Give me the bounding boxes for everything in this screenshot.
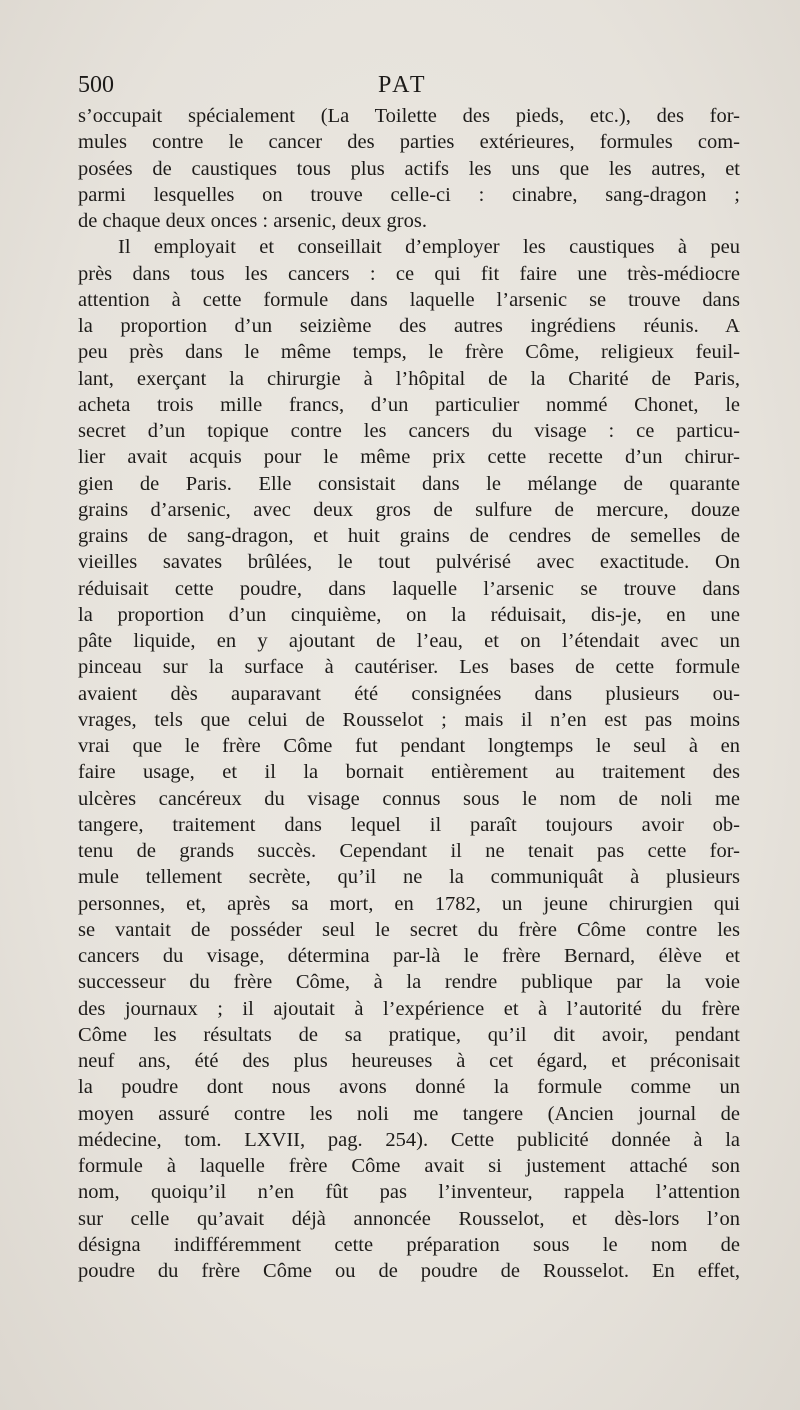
text-line: grains de sang-dragon, et huit grains de cendres de semelles de xyxy=(78,525,740,547)
text-line: sur celle qu’avait déjà annoncée Rousselot, et dès-lors l’on xyxy=(78,1207,740,1230)
text-line: vieilles savates brûlées, le tout pulvérisé avec exactitude. On xyxy=(78,551,740,574)
text-line: avaient dès auparavant été consignées dans plusieurs ou- xyxy=(78,682,740,705)
text-line: de chaque deux onces : arsenic, deux gros. xyxy=(78,210,427,232)
text-line: gien de Paris. Elle consistait dans le mélange de quarante xyxy=(78,472,740,495)
text-line: Il employait et conseillait d’employer les caustiques à peu xyxy=(118,236,740,259)
text-line: faire usage, et il la bornait entièrement au traitement des xyxy=(78,761,740,784)
text-line: près dans tous les cancers : ce qui fit faire une très-médiocre xyxy=(78,262,740,285)
text-line: réduisait cette poudre, dans laquelle l’arsenic se trouve dans xyxy=(78,577,740,600)
text-line: peu près dans le même temps, le frère Côme, religieux feuil- xyxy=(78,341,740,364)
text-line: Côme les résultats de sa pratique, qu’il dit avoir, pendant xyxy=(78,1023,740,1046)
text-line: attention à cette formule dans laquelle l’arsenic se trouve dans xyxy=(78,288,740,311)
body-text xyxy=(78,103,740,1284)
text-line: la poudre dont nous avons donné la formule comme un xyxy=(78,1076,740,1099)
text-line: poudre du frère Côme ou de poudre de Rousselot. En effet, xyxy=(78,1260,740,1282)
text-line: nom, quoiqu’il n’en fût pas l’inventeur, rappela l’attention xyxy=(78,1181,740,1204)
text-line: tangere, traitement dans lequel il paraît toujours avoir ob- xyxy=(78,813,740,836)
text-line: pinceau sur la surface à cautériser. Les bases de cette formule xyxy=(78,656,740,679)
text-line: personnes, et, après sa mort, en 1782, un jeune chirurgien qui xyxy=(78,892,740,915)
text-line: des journaux ; il ajoutait à l’expérience et à l’autorité du frère xyxy=(78,997,740,1020)
text-line: vrai que le frère Côme fut pendant longtemps le seul à en xyxy=(78,735,740,757)
text-line: se vantait de posséder seul le secret du frère Côme contre les xyxy=(78,918,740,941)
text-line: moyen assuré contre les noli me tangere (Ancien journal de xyxy=(78,1102,740,1125)
text-line: ulcères cancéreux du visage connus sous le nom de noli me xyxy=(78,787,740,810)
running-head: PAT xyxy=(378,72,428,98)
text-line: désigna indifféremment cette préparation sous le nom de xyxy=(78,1233,740,1256)
text-line: parmi lesquelles on trouve celle-ci : cinabre, sang-dragon ; xyxy=(78,183,740,206)
text-line: lant, exerçant la chirurgie à l’hôpital de la Charité de Paris, xyxy=(78,367,740,390)
text-line: formule à laquelle frère Côme avait si justement attaché son xyxy=(78,1155,740,1177)
text-line: s’occupait spécialement (La Toilette des pieds, etc.), des for- xyxy=(78,105,740,127)
text-line: successeur du frère Côme, à la rendre publique par la voie xyxy=(78,971,740,994)
page-header xyxy=(78,70,738,100)
page-number: 500 xyxy=(78,72,114,98)
text-line: cancers du visage, détermina par-là le frère Bernard, élève et xyxy=(78,945,740,967)
text-line: grains d’arsenic, avec deux gros de sulfure de mercure, douze xyxy=(78,498,740,521)
text-line: acheta trois mille francs, d’un particulier nommé Chonet, le xyxy=(78,393,740,416)
text-line: posées de caustiques tous plus actifs les uns que les autres, et xyxy=(78,157,740,180)
text-line: vrages, tels que celui de Rousselot ; mais il n’en est pas moins xyxy=(78,708,740,731)
text-line: médecine, tom. LXVII, pag. 254). Cette publicité donnée à la xyxy=(78,1128,740,1151)
text-line: lier avait acquis pour le même prix cette recette d’un chirur- xyxy=(78,446,740,469)
text-line: neuf ans, été des plus heureuses à cet égard, et préconisait xyxy=(78,1050,740,1072)
text-line: la proportion d’un seizième des autres ingrédiens réunis. A xyxy=(78,315,740,337)
text-line: la proportion d’un cinquième, on la réduisait, dis-je, en une xyxy=(78,603,740,626)
text-line: pâte liquide, en y ajoutant de l’eau, et on l’étendait avec un xyxy=(78,630,740,652)
text-line: mule tellement secrète, qu’il ne la communiquât à plusieurs xyxy=(78,866,740,889)
text-line: secret d’un topique contre les cancers du visage : ce particu- xyxy=(78,420,740,442)
text-line: mules contre le cancer des parties extérieures, formules com- xyxy=(78,131,740,154)
text-line: tenu de grands succès. Cependant il ne tenait pas cette for- xyxy=(78,840,740,862)
